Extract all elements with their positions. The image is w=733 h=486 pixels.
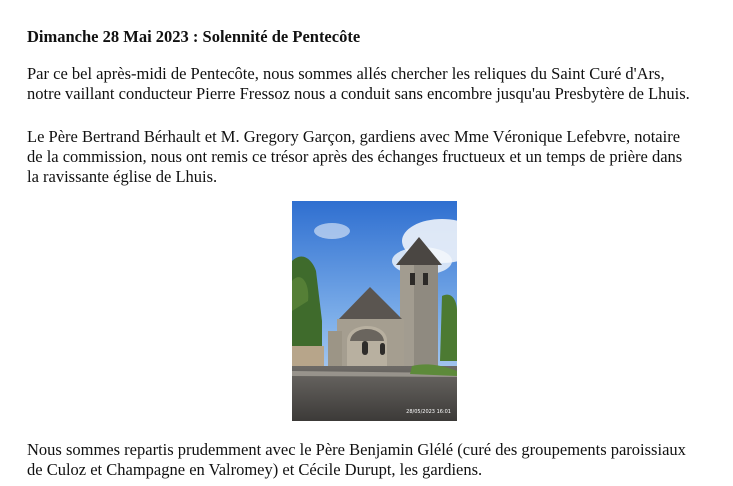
paragraph-line: de la commission, nous ont remis ce trésor après des échanges fructueux et un temps de prière dans: [27, 147, 683, 166]
paragraph-reliques: [27, 64, 727, 104]
page-heading: Dimanche 28 Mai 2023 : Solennité de Pentecôte: [27, 27, 361, 46]
paragraph-line: de Culoz et Champagne en Valromey) et Cécile Durupt, les gardiens.: [27, 460, 483, 479]
paragraph-line: la ravissante église de Lhuis.: [27, 167, 218, 186]
paragraph-line: Le Père Bertrand Bérhault et M. Gregory Garçon, gardiens avec Mme Véronique Lefebvre, notaire: [27, 127, 681, 146]
paragraph-line: Par ce bel après-midi de Pentecôte, nous sommes allés chercher les reliques du Saint Curé d'Ars,: [27, 64, 665, 83]
paragraph-line: Nous sommes repartis prudemment avec le Père Benjamin Glélé (curé des groupements paroissiaux: [27, 440, 686, 459]
paragraph-line: notre vaillant conducteur Pierre Fressoz nous a conduit sans encombre jusqu'au Presbytère de Lhuis.: [27, 84, 690, 103]
photo-timestamp: 28/05/2023 16:01: [406, 409, 451, 415]
church-illustration: [292, 201, 457, 421]
paragraph-retour: [27, 440, 727, 480]
church-photo: [292, 201, 457, 421]
paragraph-tresor: [27, 127, 727, 187]
